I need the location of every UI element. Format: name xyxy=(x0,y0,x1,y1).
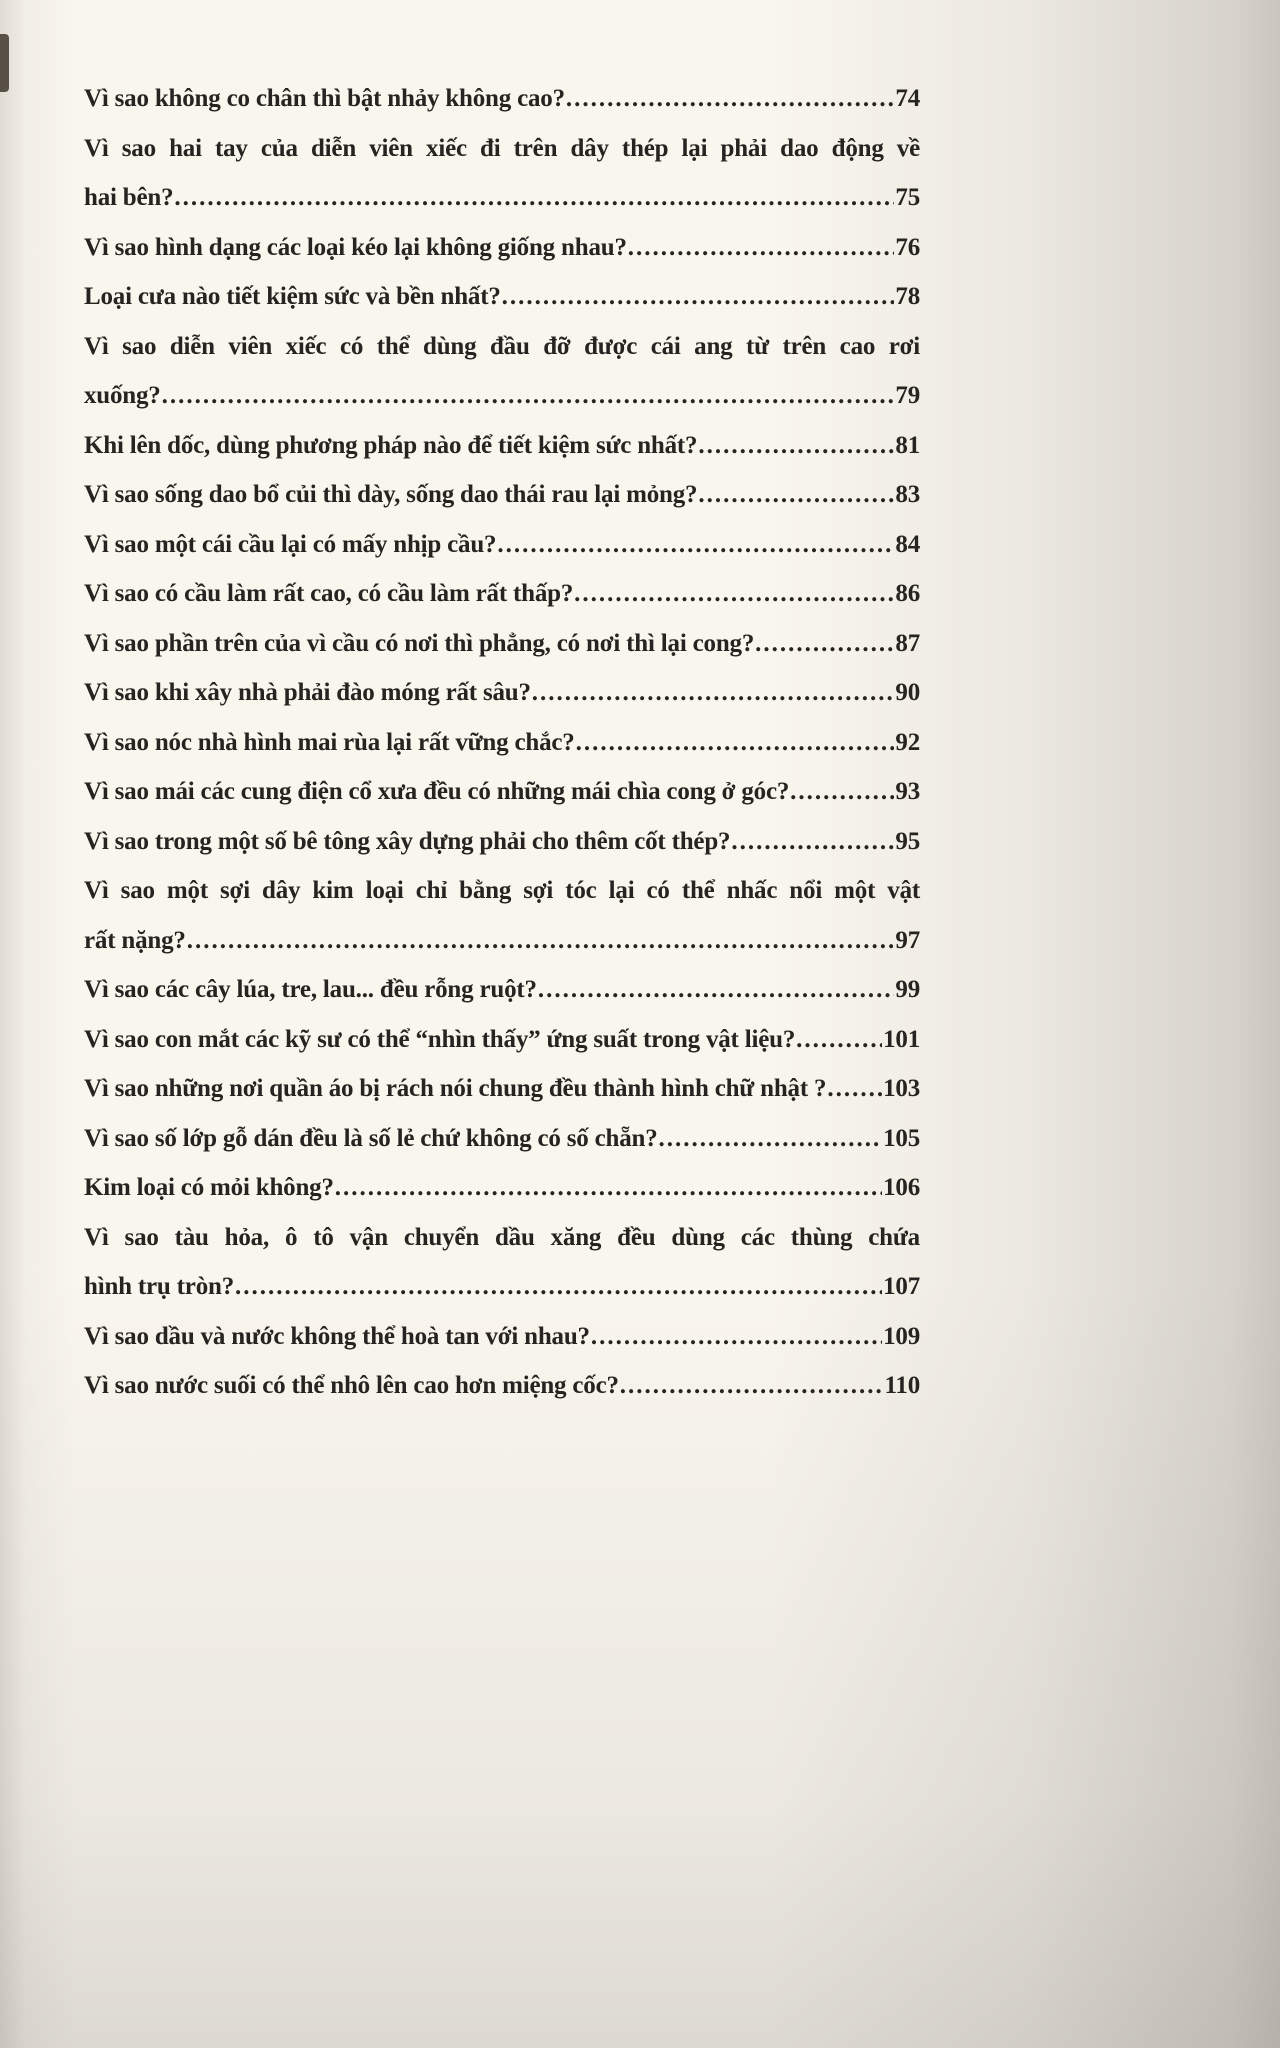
toc-entry-text: hai bên? xyxy=(84,184,174,211)
toc-entry-text: Vì sao không co chân thì bật nhảy không cao? xyxy=(84,85,565,112)
toc-entry-text: hình trụ tròn? xyxy=(84,1273,235,1300)
dot-leader xyxy=(591,1312,882,1362)
toc-entry-last-line xyxy=(84,470,920,520)
toc-entry xyxy=(84,718,920,768)
toc-entry xyxy=(84,1361,920,1411)
toc-entry-last-line xyxy=(84,272,920,322)
toc-entry-last-line xyxy=(84,619,920,669)
toc-entry-text: Vì sao có cầu làm rất cao, có cầu làm rất thấp? xyxy=(84,580,574,607)
toc-page-number: 95 xyxy=(895,827,920,855)
toc-entry-last-line xyxy=(84,668,920,718)
toc-entry xyxy=(84,74,920,124)
toc-entry-text: Vì sao sống dao bổ củi thì dày, sống dao thái rau lại mỏng? xyxy=(84,481,698,508)
dot-leader xyxy=(574,569,894,619)
toc-entry-last-line xyxy=(84,74,920,124)
dot-leader xyxy=(790,767,894,817)
toc-entry xyxy=(84,965,920,1015)
toc-entry-last-line xyxy=(84,1163,920,1213)
toc-entry-last-line xyxy=(84,767,920,817)
toc-entry-last-line xyxy=(84,817,920,867)
spine-shadow xyxy=(0,34,9,92)
toc-entry-text: Vì sao một cái cầu lại có mấy nhịp cầu? xyxy=(84,530,497,558)
toc-page-number: 90 xyxy=(895,679,920,706)
dot-leader xyxy=(731,817,894,867)
toc-entry xyxy=(84,223,920,273)
toc-page-number: 93 xyxy=(895,778,920,805)
toc-entry xyxy=(84,1213,920,1312)
dot-leader xyxy=(162,371,895,421)
toc-entry-last-line xyxy=(84,223,920,273)
toc-entry-last-line xyxy=(84,569,920,619)
toc-page-number: 74 xyxy=(895,85,920,112)
dot-leader xyxy=(174,173,894,223)
toc-page-number: 87 xyxy=(895,629,920,657)
toc-entry-last-line xyxy=(84,173,920,223)
toc-page-number: 81 xyxy=(895,431,920,459)
toc-page-number: 97 xyxy=(895,926,920,954)
toc-entry xyxy=(84,1015,920,1065)
toc-entry-text: Vì sao trong một số bê tông xây dựng phải cho thêm cốt thép? xyxy=(84,827,731,855)
toc-list xyxy=(84,74,920,1411)
toc-entry-text: Loại cưa nào tiết kiệm sức và bền nhất? xyxy=(84,283,501,310)
dot-leader xyxy=(755,619,894,669)
dot-leader xyxy=(576,718,895,768)
toc-entry xyxy=(84,569,920,619)
toc-entry xyxy=(84,817,920,867)
toc-entry xyxy=(84,520,920,570)
toc-page-number: 105 xyxy=(883,1124,920,1152)
toc-entry-last-line xyxy=(84,1312,920,1362)
toc-entry-text: Vì sao con mắt các kỹ sư có thể “nhìn thấy” ứng suất trong vật liệu? xyxy=(84,1025,796,1053)
toc-page-number: 99 xyxy=(895,976,920,1003)
toc-entry-last-line xyxy=(84,1361,920,1411)
toc-entry xyxy=(84,668,920,718)
dot-leader xyxy=(659,1114,883,1164)
toc-entry-text: Vì sao nóc nhà hình mai rùa lại rất vững chắc? xyxy=(84,728,575,756)
toc-entry-last-line xyxy=(84,718,920,768)
dot-leader xyxy=(187,916,895,966)
toc-page-number: 103 xyxy=(883,1075,920,1102)
toc-entry xyxy=(84,1312,920,1362)
toc-entry xyxy=(84,1064,920,1114)
toc-entry-text: Vì sao các cây lúa, tre, lau... đều rỗng ruột? xyxy=(84,976,537,1003)
dot-leader xyxy=(566,74,894,124)
toc-entry-last-line xyxy=(84,371,920,421)
toc-entry-text: Vì sao khi xây nhà phải đào móng rất sâu? xyxy=(84,679,531,706)
dot-leader xyxy=(538,965,895,1015)
toc-entry-text: rất nặng? xyxy=(84,926,186,954)
toc-page-number: 106 xyxy=(883,1174,920,1201)
toc-page-number: 75 xyxy=(895,184,920,211)
toc-entry-text: Vì sao số lớp gỗ dán đều là số lẻ chứ không có số chẵn? xyxy=(84,1124,658,1152)
toc-entry-last-line xyxy=(84,1015,920,1065)
toc-entry-text: Vì sao những nơi quần áo bị rách nói chung đều thành hình chữ nhật ? xyxy=(84,1075,827,1102)
toc-entry-last-line xyxy=(84,916,920,966)
toc-page-number: 76 xyxy=(895,233,920,261)
toc-entry-text: xuống? xyxy=(84,382,161,409)
toc-entry xyxy=(84,124,920,223)
toc-entry-text: Vì sao tàu hỏa, ô tô vận chuyển dầu xăng đều dùng các thùng chứa xyxy=(84,1223,920,1251)
toc-entry xyxy=(84,272,920,322)
toc-entry-last-line xyxy=(84,421,920,471)
toc-page-number: 83 xyxy=(895,481,920,508)
toc-page-number: 101 xyxy=(883,1025,920,1053)
toc-page-number: 86 xyxy=(895,580,920,607)
toc-entry-text: Vì sao mái các cung điện cổ xưa đều có những mái chìa cong ở góc? xyxy=(84,778,790,805)
toc-page-number: 78 xyxy=(895,283,920,310)
toc-entry-text: Vì sao một sợi dây kim loại chỉ bằng sợi tóc lại có thể nhấc nổi một vật xyxy=(84,877,920,904)
toc-page-number: 92 xyxy=(895,728,920,756)
dot-leader xyxy=(497,520,894,570)
dot-leader xyxy=(628,223,895,273)
dot-leader xyxy=(335,1163,882,1213)
toc-entry-text: Vì sao hai tay của diễn viên xiếc đi trên dây thép lại phải dao động về xyxy=(84,134,920,162)
toc-entry-text: Vì sao nước suối có thể nhô lên cao hơn miệng cốc? xyxy=(84,1372,619,1399)
dot-leader xyxy=(502,272,895,322)
dot-leader xyxy=(620,1361,884,1411)
toc-entry-text: Vì sao diễn viên xiếc có thể dùng đầu đỡ được cái ang từ trên cao rơi xyxy=(84,332,920,360)
toc-entry-text: Vì sao hình dạng các loại kéo lại không giống nhau? xyxy=(84,233,627,261)
toc-entry xyxy=(84,1163,920,1213)
toc-entry xyxy=(84,421,920,471)
dot-leader xyxy=(827,1064,882,1114)
toc-entry-last-line xyxy=(84,520,920,570)
toc-entry-last-line xyxy=(84,1262,920,1312)
toc-entry-text: Vì sao phần trên của vì cầu có nơi thì phẳng, có nơi thì lại cong? xyxy=(84,629,755,657)
toc-page-number: 109 xyxy=(883,1322,920,1350)
toc-entry-last-line xyxy=(84,1114,920,1164)
toc-entry xyxy=(84,322,920,421)
toc-page-number: 84 xyxy=(895,530,920,558)
dot-leader xyxy=(698,470,894,520)
toc-page-number: 79 xyxy=(895,382,920,409)
dot-leader xyxy=(235,1262,882,1312)
toc-entry xyxy=(84,866,920,965)
toc-entry-text: Khi lên dốc, dùng phương pháp nào để tiết kiệm sức nhất? xyxy=(84,431,698,459)
toc-page-number: 107 xyxy=(883,1273,920,1300)
toc-entry xyxy=(84,619,920,669)
toc-entry-last-line xyxy=(84,1064,920,1114)
toc-entry xyxy=(84,470,920,520)
toc-page-number: 110 xyxy=(884,1372,920,1399)
dot-leader xyxy=(698,421,894,471)
dot-leader xyxy=(532,668,895,718)
toc-entry-text: Vì sao dầu và nước không thể hoà tan với nhau? xyxy=(84,1322,590,1350)
dot-leader xyxy=(796,1015,882,1065)
toc-entry xyxy=(84,767,920,817)
toc-entry-text: Kim loại có mỏi không? xyxy=(84,1174,334,1201)
toc-entry-last-line xyxy=(84,965,920,1015)
toc-entry xyxy=(84,1114,920,1164)
